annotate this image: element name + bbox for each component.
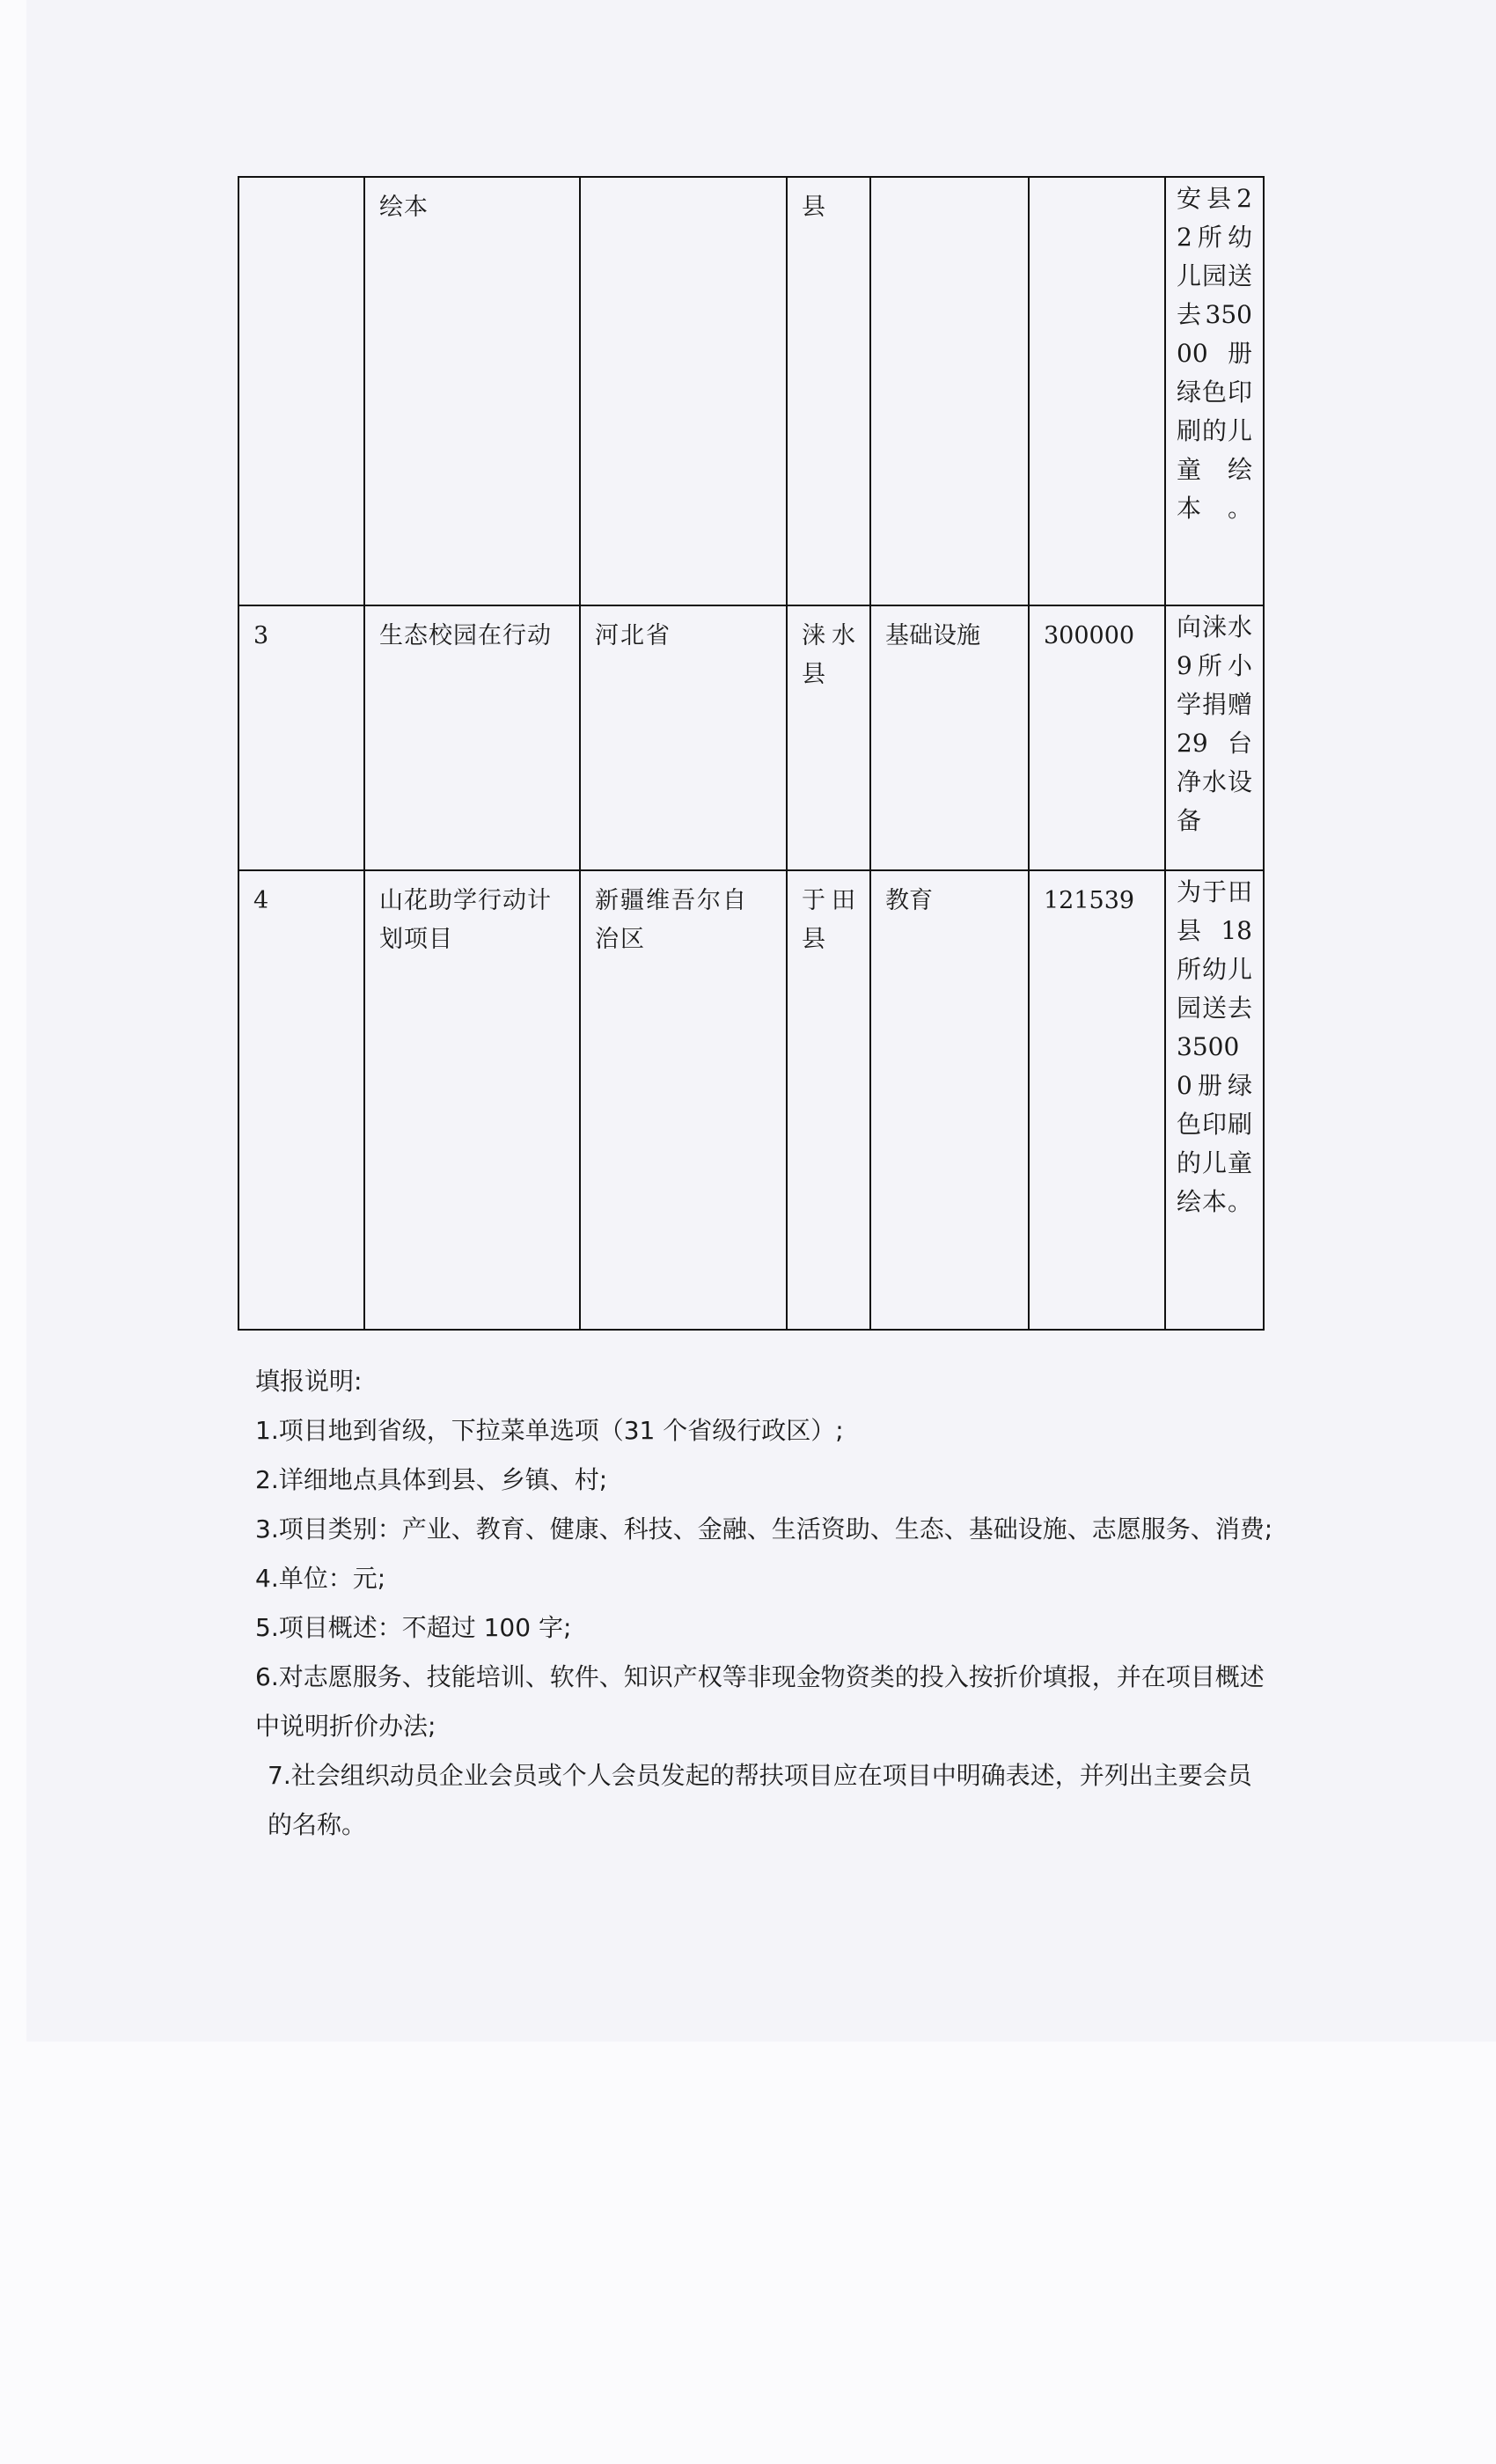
note-item: 6.对志愿服务、技能培训、软件、知识产权等非现金物资类的投入按折价填报，并在项目概述中说明折价办法; [255, 1662, 1265, 1741]
cell-county: 县 [787, 177, 870, 605]
cell-project-name: 山花助学行动计划项目 [364, 870, 580, 1330]
cell-county: 涞水县 [787, 605, 870, 870]
note-item: 5.项目概述：不超过 100 字; [255, 1613, 572, 1642]
cell-no: 3 [238, 605, 364, 870]
cell-amount: 121539 [1029, 870, 1165, 1330]
cell-description: 为于田县18所幼儿园送去35000册绿色印刷的儿童绘本。 [1165, 870, 1264, 1330]
note-item: 4.单位：元; [255, 1564, 386, 1593]
cell-project-name: 生态校园在行动 [364, 605, 580, 870]
cell-no: 4 [238, 870, 364, 1330]
notes-title: 填报说明: [255, 1367, 363, 1396]
cell-category: 基础设施 [870, 605, 1029, 870]
project-table [238, 176, 1265, 1331]
note-item: 7.社会组织动员企业会员或个人会员发起的帮扶项目应在项目中明确表述，并列出主要会员的名称。 [268, 1761, 1252, 1839]
note-item: 3.项目类别：产业、教育、健康、科技、金融、生活资助、生态、基础设施、志愿服务、消费; [255, 1514, 1273, 1544]
filling-instructions [255, 1357, 1276, 1850]
cell-no [238, 177, 364, 605]
cell-description: 向涞水9所小学捐赠29台净水设备 [1165, 605, 1264, 870]
table-row [238, 605, 1264, 870]
cell-project-name: 绘本 [364, 177, 580, 605]
note-item: 2.详细地点具体到县、乡镇、村; [255, 1465, 608, 1494]
table-row [238, 870, 1264, 1330]
cell-county: 于田县 [787, 870, 870, 1330]
cell-amount: 300000 [1029, 605, 1165, 870]
cell-province: 河北省 [580, 605, 787, 870]
cell-description: 安县22所幼儿园送去35000册绿色印刷的儿童绘本。 [1165, 177, 1264, 605]
cell-province: 新疆维吾尔自治区 [580, 870, 787, 1330]
note-item: 1.项目地到省级，下拉菜单选项（31 个省级行政区）; [255, 1416, 844, 1445]
cell-amount [1029, 177, 1165, 605]
cell-category [870, 177, 1029, 605]
cell-province [580, 177, 787, 605]
table-row [238, 177, 1264, 605]
cell-category: 教育 [870, 870, 1029, 1330]
